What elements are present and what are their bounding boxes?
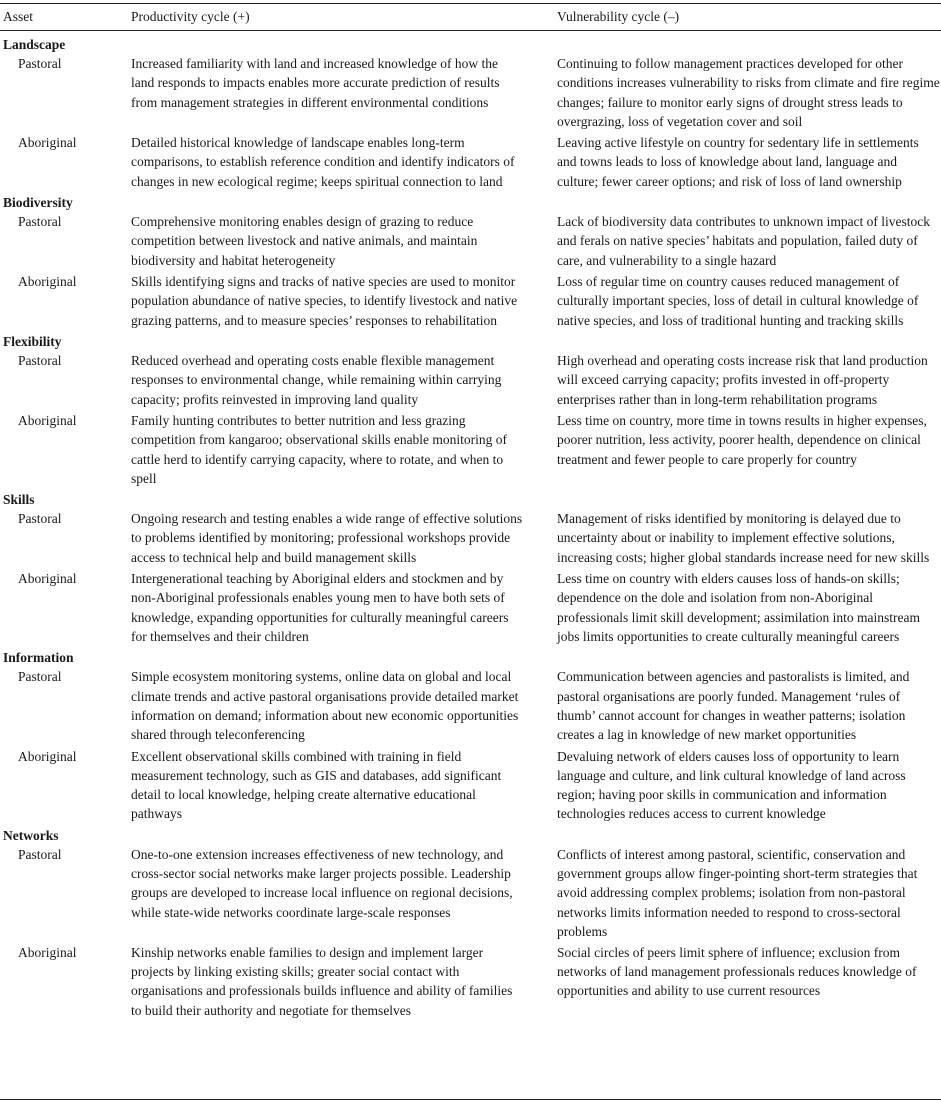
productivity-cell: Comprehensive monitoring enables design of grazing to reduce competition between livestock and native animals, and maintain biodiversity and habitat heterogeneity [131,214,478,268]
productivity-cell: Increased familiarity with land and increased knowledge of how the land responds to impacts enables more accurate prediction of results from management strategies in different environmental conditions [131,56,500,110]
header-rule [0,30,941,31]
asset-cell: Aboriginal [18,274,77,289]
asset-cell: Pastoral [18,353,62,368]
section-label: Biodiversity [3,195,73,210]
vulnerability-cell: Communication between agencies and pastoralists is limited, and pastoral organisations are poorly funded. Management ‘rules of thumb’ cannot account for changes in weather patterns; isolation creates a lag in knowledge of new market opportunities [557,669,910,743]
vulnerability-cell: Less time on country with elders causes loss of hands-on skills; dependence on the dole and isolation from non-Aboriginal professionals limit skill development; assimilation into mainstream jobs limits opportunities to create culturally meaningful careers [557,571,920,645]
header-vulnerability-cycle: Vulnerability cycle (–) [557,9,680,24]
table-row [0,845,941,943]
table-row [0,667,941,746]
section-networks [0,826,941,845]
section-information [0,648,941,667]
section-landscape [0,35,941,54]
vulnerability-cell: Conflicts of interest among pastoral, scientific, conservation and government groups allow finger-pointing short-term strategies that avoid addressing complex problems; isolation from non-pastoral networks limits information needed to respond to cross-sectoral problems [557,846,918,939]
productivity-cell: Reduced overhead and operating costs enable flexible management responses to environmental change, while remaining within carrying capacity; profits reinvested in improving land quality [131,353,502,407]
productivity-cell: Ongoing research and testing enables a wide range of effective solutions to problems identified by monitoring; professional workshops provide access to technical help and build management skills [131,511,523,565]
section-label: Landscape [3,37,66,52]
productivity-cell: One-to-one extension increases effectiveness of new technology, and cross-sector social networks make larger projects possible. Leadership groups are developed to increase local influence on regional decisions, while state-wide networks coordinate large-scale responses [131,846,513,920]
vulnerability-cell: Devaluing network of elders causes loss of opportunity to learn language and culture, and link cultural knowledge of land across region; having poor skills in communication and information technologies reduces access to current knowledge [557,748,906,822]
asset-cell: Aboriginal [18,748,77,764]
vulnerability-cell: High overhead and operating costs increase risk that land production will exceed carrying capacity; profits invested in off-property enterprises rather than in long-term rehabilitation programs [557,353,928,407]
vulnerability-cell: Social circles of peers limit sphere of influence; exclusion from networks of land management professionals reduces knowledge of opportunities and ability to use current resources [557,944,917,999]
table-row [0,509,941,569]
asset-cell: Aboriginal [18,944,77,960]
section-skills [0,490,941,509]
vulnerability-cell: Leaving active lifestyle on country for sedentary life in settlements and towns leads to loss of knowledge about land, language and culture; fewer career options; and risk of loss of land ownership [557,135,919,189]
asset-cell: Pastoral [18,669,62,685]
table-row [0,411,941,490]
productivity-cell: Kinship networks enable families to design and implement larger projects by linking existing skills; greater social contact with organisations and professionals builds influence and ability of families to build their authority and negotiate for themselves [131,944,513,1018]
table-row [0,569,941,648]
asset-cell: Pastoral [18,214,62,229]
section-label: Information [3,650,74,666]
section-label: Flexibility [3,334,62,349]
table-bottom-rule [0,1099,941,1100]
vulnerability-cell: Less time on country, more time in towns results in higher expenses, poorer nutrition, less activity, poorer health, dependence on clinical treatment and fewer people to care properly for country [557,413,927,467]
table-row [0,747,941,826]
productivity-cell: Family hunting contributes to better nutrition and less grazing competition from kangaroo; observational skills enable monitoring of cattle herd to identify carrying capacity, where to rotate, and when to spell [131,413,508,486]
productivity-cell: Skills identifying signs and tracks of native species are used to monitor population abundance of native species, to identify livestock and native grazing patterns, and to measure species’ responses to rehabilitation [131,274,518,328]
vulnerability-cell: Loss of regular time on country causes reduced management of culturally important species, loss of detail in cultural knowledge of native species, and loss of traditional hunting and tracking skills [557,274,919,328]
vulnerability-cell: Management of risks identified by monitoring is delayed due to uncertainty about or inability to implement effective solutions, increasing costs; higher global standards increase need for new skills [557,511,930,565]
table-body [0,35,941,1022]
asset-cell: Pastoral [18,846,62,862]
table-row [0,351,941,411]
table-row [0,272,941,332]
table-top-rule [0,3,941,4]
section-biodiversity [0,193,941,212]
vulnerability-cell: Lack of biodiversity data contributes to unknown impact of livestock and ferals on native species’ habitats and population, failed duty of care, and vulnerability to a single hazard [557,214,931,268]
asset-cell: Aboriginal [18,571,77,587]
asset-cell: Pastoral [18,56,62,71]
asset-cell: Pastoral [18,511,62,527]
table-row [0,212,941,272]
section-label: Skills [3,492,35,508]
header-productivity-cycle: Productivity cycle (+) [131,9,250,24]
section-flexibility [0,332,941,351]
asset-cell: Aboriginal [18,413,77,428]
productivity-cell: Intergenerational teaching by Aboriginal elders and stockmen and by non-Aboriginal professionals enables young men to have both sets of knowledge, expanding opportunities for culturally meaningful careers for themselves and their children [131,571,509,645]
vulnerability-cell: Continuing to follow management practices developed for other conditions increases vulnerability to risks from climate and fire regime changes; failure to monitor early signs of drought stress leads to overgrazing, loss of vegetation cover and soil [557,56,940,129]
table-row [0,54,941,133]
table-row [0,133,941,193]
productivity-cell: Excellent observational skills combined with training in field measurement technology, such as GIS and databases, add significant detail to local knowledge, helping create alternative educational pathways [131,748,502,822]
header-asset: Asset [3,9,33,24]
productivity-cell: Simple ecosystem monitoring systems, online data on global and local climate trends and active pastoral organisations provide detailed market information on demand; information about new economic opportunities shared through teleconferencing [131,669,519,743]
productivity-cell: Detailed historical knowledge of landscape enables long-term comparisons, to establish reference condition and identify indicators of changes in new ecological regime; keeps spiritual connection to land [131,135,515,189]
asset-cell: Aboriginal [18,135,77,150]
section-label: Networks [3,827,59,843]
table-row [0,943,941,1022]
